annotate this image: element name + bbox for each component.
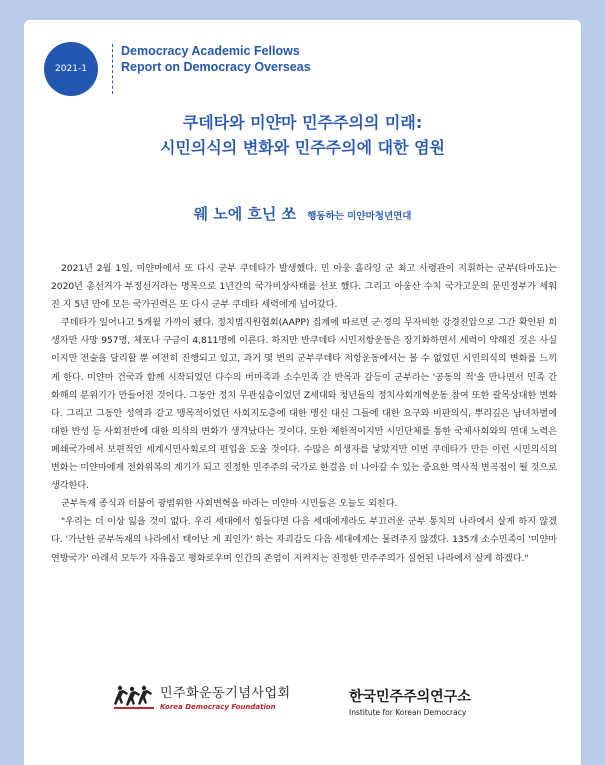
issue-badge [44,42,98,96]
author-name: 웨 노에 흐닌 쏘 [193,205,297,223]
body-paragraph-3: 군부독재 종식과 더불어 광범위한 사회변혁을 바라는 미얀마 시민들은 오늘도 외친다. [61,499,398,510]
institute-korean-democracy-logo [349,686,471,717]
body-paragraph-4: "우리는 더 이상 잃을 것이 없다. 우리 세대에서 힘들다면 다음 세대에게라도 부끄러운 군부 통치의 나라에서 살게 하지 않겠다. '가난한 군부독재의 나라에서 태어난 게 죄인가' 하는 자괴감도 다음 세대에게는 물려주지 않겠다. 135개 소수민족이 '미얀마 연방국가' 아래서 모두가 자유롭고 평화로우며 인간의 존엄이 지켜지는 진정한 민주주의가 실현된 나라에서 살게 하겠다." [51,517,557,564]
body-paragraph-1: 2021년 2월 1일, 미얀마에서 또 다시 군부 쿠데타가 발생했다. 민 아웅 흘라잉 군 최고 사령관이 지휘하는 군부(타마도)는 2020년 총선거가 부정선거라는 명목으로 1년간의 국가비상사태를 선포 했다. 그리고 아웅산 수치 국가고문의 문민정부가 세워진 지 5년 만에 모든 국가권력은 또 다시 군부 쿠데타 세력에게 넘어갔다. [51,264,557,311]
title-line-1: 쿠데타와 미얀마 민주주의의 미래: [182,113,423,132]
author-line [24,203,581,224]
title-line-2: 시민의식의 변화와 민주주의에 대한 염원 [159,138,446,157]
report-page [24,20,581,765]
series-line-1: Democracy Academic Fellows [121,44,300,58]
left-org-name-english: Korea Democracy Foundation [160,703,276,711]
series-line-2: Report on Democracy Overseas [121,60,311,74]
report-title [24,110,581,160]
report-body [51,260,557,568]
running-figures-icon [114,684,154,710]
right-org-name-english: Institute for Korean Democracy [349,708,467,717]
korea-democracy-foundation-logo [114,682,291,711]
right-org-name-korean: 한국민주주의연구소 [349,689,471,705]
footer-logos [24,660,581,765]
issue-number: 2021-1 [55,64,87,74]
author-organization: 행동하는 미얀마청년연대 [307,211,412,222]
header-divider [112,44,113,94]
body-paragraph-2: 쿠데타가 일어나고 5개월 가까이 됐다. 정치범지원협회(AAPP) 집계에 따르면 군·경의 무자비한 강경진압으로 그간 확인된 희생자만 사망 957명, 체포나 구금이 4,811명에 이른다. 하지만 반쿠데타 시민저항운동은 장기화하면서 세력이 약해진 것은 사실이지만 전술을 달리할 뿐 여전히 진행되고 있고, 과거 몇 번의 군부쿠데타 저항운동에서는 볼 수 없었던 시민의식의 변화를 느끼게 한다. 미얀마 건국과 함께 시작되었던 다수의 버마족과 소수민족 간 반목과 갈등이 군부라는 '공동의 적'을 만나면서 민족 간 화해의 분위기가 만들어진 것이다. 그동안 정치 무관심층이었던 Z세대와 청년들의 정치사회개혁운동 참여 또한 괄목상대한 변화다. 그리고 그동안 성역과 같고 맹목적이었던 사회지도층에 대한 맹신 대신 그들에 대한 요구와 비판의식, 뿌리깊은 남녀차별에 대한 반성 등 사회전반에 대한 의식의 변화가 생겨났다는 것이다. 또한 제한적이지만 시민단체를 통한 국제사회와의 연대 노력은 폐쇄국가에서 보편적인 세계시민사회로의 편입을 도울 것이다. 수많은 희생자를 낳았지만 이번 쿠데타가 만든 이런 시민의식의 변화는 미얀마에게 전화위복의 계기가 되고 진정한 민주주의 국가로 한걸음 더 나아갈 수 있는 중요한 역사적 변곡점이 될 것으로 생각한다. [51,318,557,492]
series-title [121,43,311,75]
left-org-name-korean: 민주화운동기념사업회 [160,686,291,701]
